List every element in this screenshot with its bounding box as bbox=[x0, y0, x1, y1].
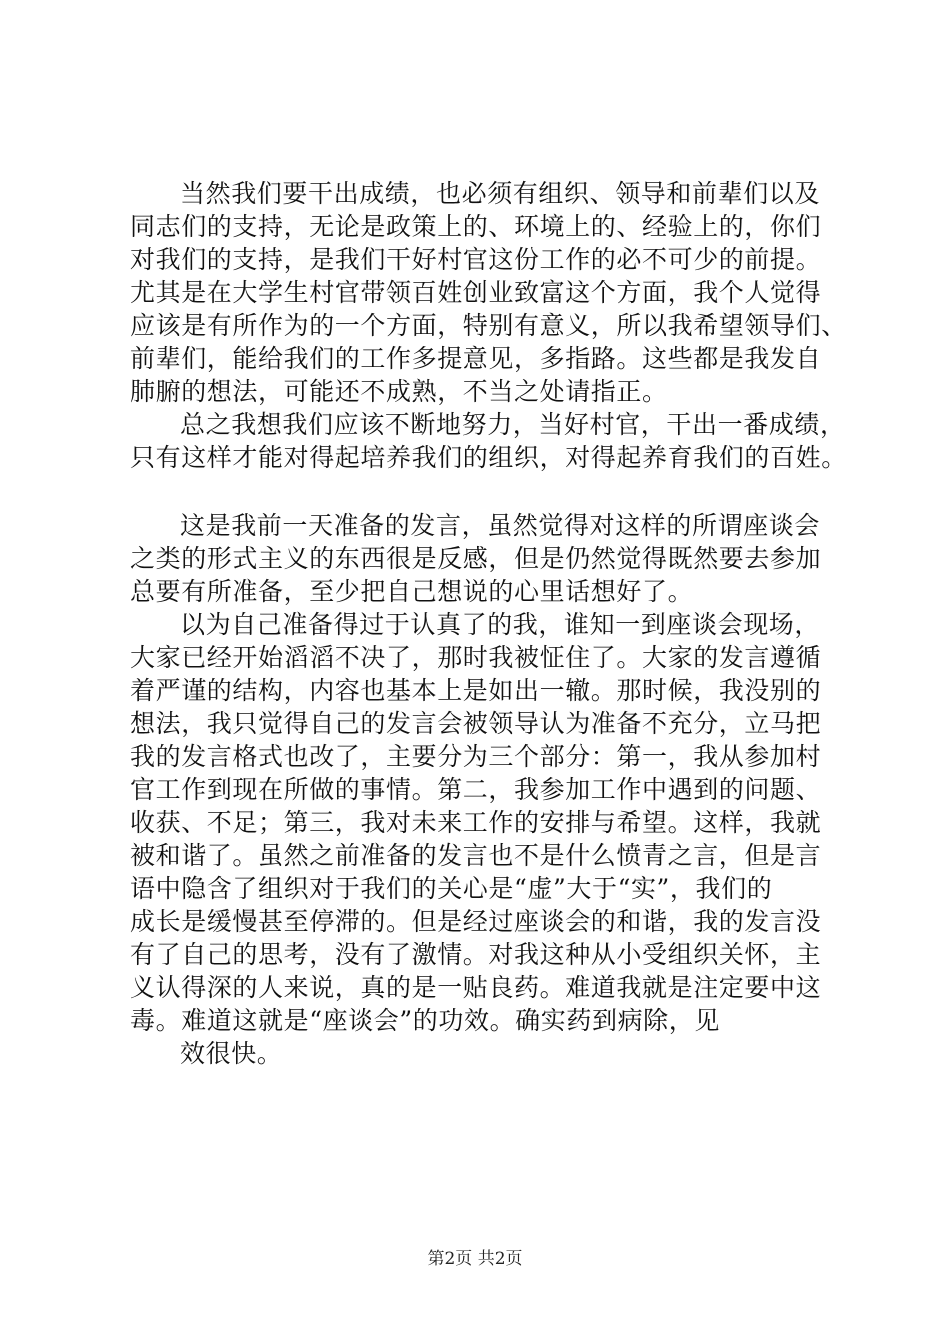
paragraph-4-line-11: 有了自己的思考，没有了激情。对我这种从小受组织关怀，主 bbox=[130, 940, 822, 969]
paragraph-1-line-6: 前辈们，能给我们的工作多提意见，多指路。这些都是我发自 bbox=[130, 344, 822, 373]
paragraph-1-line-7: 肺腑的想法，可能还不成熟，不当之处请指正。 bbox=[130, 377, 668, 406]
paragraph-4-line-14: 效很快。 bbox=[180, 1039, 283, 1068]
paragraph-4-line-12: 义认得深的人来说，真的是一贴良药。难道我就是注定要中这 bbox=[130, 973, 822, 1002]
paragraph-4-line-10: 成长是缓慢甚至停滞的。但是经过座谈会的和谐，我的发言没 bbox=[130, 907, 822, 936]
paragraph-4-line-13: 毒。难道这就是“座谈会”的功效。确实药到病除，见 bbox=[130, 1006, 720, 1035]
paragraph-3-line-1: 这是我前一天准备的发言，虽然觉得对这样的所谓座谈会 bbox=[180, 511, 821, 540]
paragraph-2-line-1: 总之我想我们应该不断地努力，当好村官，干出一番成绩， bbox=[180, 410, 846, 439]
paragraph-4-line-1: 以为自己准备得过于认真了的我，谁知一到座谈会现场， bbox=[180, 610, 821, 639]
paragraph-4-line-9: 语中隐含了组织对于我们的关心是“虚”大于“实”，我们的 bbox=[130, 874, 773, 903]
paragraph-4-line-2: 大家已经开始滔滔不决了，那时我被怔住了。大家的发言遵循 bbox=[130, 643, 822, 672]
paragraph-1-line-3: 对我们的支持，是我们干好村官这份工作的必不可少的前提。 bbox=[130, 245, 822, 274]
paragraph-1-line-2: 同志们的支持，无论是政策上的、环境上的、经验上的，你们 bbox=[130, 212, 822, 241]
paragraph-2-line-2: 只有这样才能对得起培养我们的组织，对得起养育我们的百姓。 bbox=[130, 443, 847, 472]
paragraph-1-line-5: 应该是有所作为的一个方面，特别有意义，所以我希望领导们、 bbox=[130, 311, 847, 340]
paragraph-4-line-7: 收获、不足；第三，我对未来工作的安排与希望。这样，我就 bbox=[130, 808, 822, 837]
paragraph-4-line-6: 官工作到现在所做的事情。第二，我参加工作中遇到的问题、 bbox=[130, 775, 822, 804]
paragraph-4-line-3: 着严谨的结构，内容也基本上是如出一辙。那时候，我没别的 bbox=[130, 676, 822, 705]
paragraph-3-line-2: 之类的形式主义的东西很是反感，但是仍然觉得既然要去参加 bbox=[130, 544, 822, 573]
paragraph-4-line-5: 我的发言格式也改了，主要分为三个部分：第一，我从参加村 bbox=[130, 742, 822, 771]
paragraph-1-line-4: 尤其是在大学生村官带领百姓创业致富这个方面，我个人觉得 bbox=[130, 278, 822, 307]
page-footer: 第2页 共2页 bbox=[427, 1249, 523, 1269]
paragraph-4-line-8: 被和谐了。虽然之前准备的发言也不是什么愤青之言，但是言 bbox=[130, 841, 822, 870]
paragraph-3-line-3: 总要有所准备，至少把自己想说的心里话想好了。 bbox=[130, 577, 694, 606]
paragraph-4-line-4: 想法，我只觉得自己的发言会被领导认为准备不充分，立马把 bbox=[130, 709, 822, 738]
paragraph-1-line-1: 当然我们要干出成绩，也必须有组织、领导和前辈们以及 bbox=[180, 179, 821, 208]
